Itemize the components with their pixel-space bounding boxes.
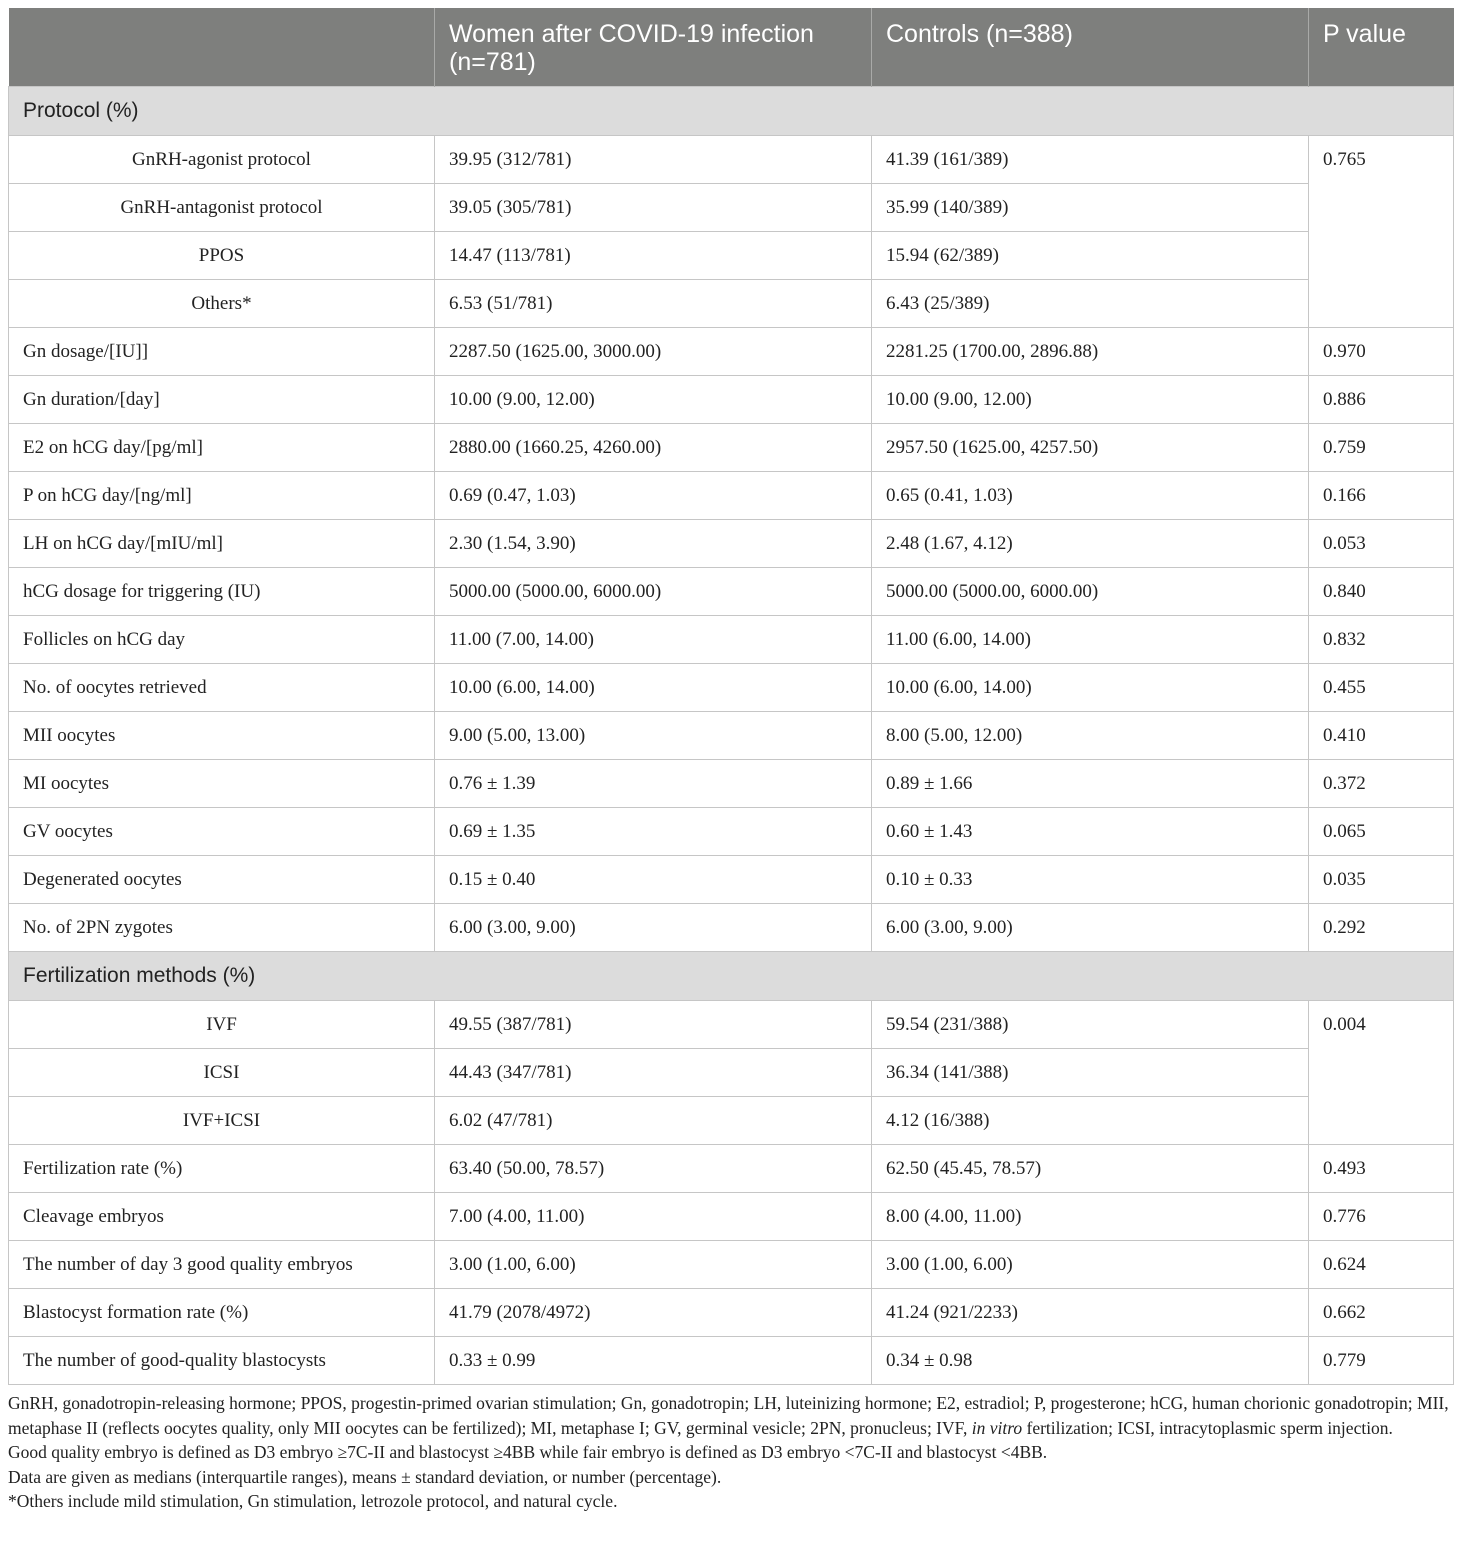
- row-label: Others*: [9, 280, 435, 328]
- abbreviations-text: GnRH, gonadotropin-releasing hormone; PPOS, progestin-primed ovarian stimulation; Gn, gonadotropin; LH, luteinizing hormone; E2, estradiol; P, progesterone; hCG, human chorionic gonadotropin; MII, metaphase II (reflects oocytes quality, only MII oocytes can be fertilized); MI, metaphase I; GV, germinal vesicle; 2PN, pronucleus; IVF,: [8, 1393, 1449, 1438]
- table-row: [9, 520, 1454, 568]
- table-row: [9, 1097, 1454, 1145]
- control-value: 59.54 (231/388): [872, 1001, 1309, 1049]
- row-label: GnRH-antagonist protocol: [9, 184, 435, 232]
- row-label: PPOS: [9, 232, 435, 280]
- row-label: No. of 2PN zygotes: [9, 904, 435, 952]
- row-label: ICSI: [9, 1049, 435, 1097]
- control-value: 6.00 (3.00, 9.00): [872, 904, 1309, 952]
- control-value: 5000.00 (5000.00, 6000.00): [872, 568, 1309, 616]
- table-row: [9, 1193, 1454, 1241]
- table-row: [9, 568, 1454, 616]
- row-label: Cleavage embryos: [9, 1193, 435, 1241]
- row-label: hCG dosage for triggering (IU): [9, 568, 435, 616]
- row-label: The number of good-quality blastocysts: [9, 1337, 435, 1385]
- covid-value: 0.69 (0.47, 1.03): [435, 472, 872, 520]
- covid-value: 9.00 (5.00, 13.00): [435, 712, 872, 760]
- table-row: [9, 472, 1454, 520]
- covid-value: 10.00 (9.00, 12.00): [435, 376, 872, 424]
- table-row: [9, 856, 1454, 904]
- p-value: 0.779: [1309, 1337, 1454, 1385]
- p-value: 0.065: [1309, 808, 1454, 856]
- table-row: [9, 1001, 1454, 1049]
- section-row-fertilization: [9, 952, 1454, 1001]
- table-row: [9, 1241, 1454, 1289]
- table-row: [9, 904, 1454, 952]
- control-value: 2957.50 (1625.00, 4257.50): [872, 424, 1309, 472]
- covid-value: 2287.50 (1625.00, 3000.00): [435, 328, 872, 376]
- table-row: [9, 136, 1454, 184]
- p-value: 0.035: [1309, 856, 1454, 904]
- table-row: [9, 280, 1454, 328]
- section-row-protocol: [9, 87, 1454, 136]
- p-value: 0.166: [1309, 472, 1454, 520]
- row-label: Fertilization rate (%): [9, 1145, 435, 1193]
- row-label: MII oocytes: [9, 712, 435, 760]
- p-value: 0.759: [1309, 424, 1454, 472]
- table-row: [9, 1049, 1454, 1097]
- p-value: 0.455: [1309, 664, 1454, 712]
- control-value: 6.43 (25/389): [872, 280, 1309, 328]
- control-value: 0.34 ± 0.98: [872, 1337, 1309, 1385]
- covid-value: 3.00 (1.00, 6.00): [435, 1241, 872, 1289]
- p-value: 0.776: [1309, 1193, 1454, 1241]
- p-value: 0.004: [1309, 1001, 1454, 1145]
- table-row: [9, 232, 1454, 280]
- row-label: Gn duration/[day]: [9, 376, 435, 424]
- covid-value: 0.33 ± 0.99: [435, 1337, 872, 1385]
- p-value: 0.493: [1309, 1145, 1454, 1193]
- table-row: [9, 760, 1454, 808]
- covid-value: 44.43 (347/781): [435, 1049, 872, 1097]
- covid-value: 7.00 (4.00, 11.00): [435, 1193, 872, 1241]
- table-row: [9, 808, 1454, 856]
- p-value: 0.832: [1309, 616, 1454, 664]
- control-value: 0.65 (0.41, 1.03): [872, 472, 1309, 520]
- data-format-note: Data are given as medians (interquartile ranges), means ± standard deviation, or number (percentage).: [8, 1466, 722, 1487]
- row-label: GnRH-agonist protocol: [9, 136, 435, 184]
- control-value: 8.00 (5.00, 12.00): [872, 712, 1309, 760]
- row-label: MI oocytes: [9, 760, 435, 808]
- control-value: 35.99 (140/389): [872, 184, 1309, 232]
- covid-value: 49.55 (387/781): [435, 1001, 872, 1049]
- row-label: Degenerated oocytes: [9, 856, 435, 904]
- control-value: 10.00 (6.00, 14.00): [872, 664, 1309, 712]
- covid-value: 0.69 ± 1.35: [435, 808, 872, 856]
- row-label: E2 on hCG day/[pg/ml]: [9, 424, 435, 472]
- p-value: 0.053: [1309, 520, 1454, 568]
- covid-value: 5000.00 (5000.00, 6000.00): [435, 568, 872, 616]
- control-value: 0.89 ± 1.66: [872, 760, 1309, 808]
- covid-value: 6.53 (51/781): [435, 280, 872, 328]
- covid-value: 10.00 (6.00, 14.00): [435, 664, 872, 712]
- control-value: 11.00 (6.00, 14.00): [872, 616, 1309, 664]
- table-row: [9, 616, 1454, 664]
- covid-value: 39.05 (305/781): [435, 184, 872, 232]
- p-value: 0.372: [1309, 760, 1454, 808]
- row-label: Follicles on hCG day: [9, 616, 435, 664]
- covid-value: 14.47 (113/781): [435, 232, 872, 280]
- control-value: 41.39 (161/389): [872, 136, 1309, 184]
- p-value: 0.886: [1309, 376, 1454, 424]
- p-value: 0.765: [1309, 136, 1454, 328]
- covid-value: 6.02 (47/781): [435, 1097, 872, 1145]
- covid-value: 11.00 (7.00, 14.00): [435, 616, 872, 664]
- control-value: 4.12 (16/388): [872, 1097, 1309, 1145]
- table-row: [9, 376, 1454, 424]
- control-value: 0.60 ± 1.43: [872, 808, 1309, 856]
- covid-value: 0.15 ± 0.40: [435, 856, 872, 904]
- covid-value: 6.00 (3.00, 9.00): [435, 904, 872, 952]
- abbreviations-italic: in vitro: [971, 1417, 1023, 1438]
- p-value: 0.624: [1309, 1241, 1454, 1289]
- header-control-group: Controls (n=388): [872, 8, 1309, 87]
- row-label: IVF+ICSI: [9, 1097, 435, 1145]
- quality-definition-note: Good quality embryo is defined as D3 embryo ≥7C-II and blastocyst ≥4BB while fair embryo is defined as D3 embryo <7C-II and blastocyst <4BB.: [8, 1442, 1048, 1462]
- row-label: Blastocyst formation rate (%): [9, 1289, 435, 1337]
- row-label: IVF: [9, 1001, 435, 1049]
- table-footnotes: [8, 1391, 1453, 1514]
- control-value: 0.10 ± 0.33: [872, 856, 1309, 904]
- table-row: [9, 664, 1454, 712]
- control-value: 8.00 (4.00, 11.00): [872, 1193, 1309, 1241]
- p-value: 0.970: [1309, 328, 1454, 376]
- control-value: 36.34 (141/388): [872, 1049, 1309, 1097]
- covid-value: 39.95 (312/781): [435, 136, 872, 184]
- covid-value: 63.40 (50.00, 78.57): [435, 1145, 872, 1193]
- table-container: [8, 8, 1453, 1514]
- comparison-table: [8, 8, 1454, 1385]
- table-row: [9, 1145, 1454, 1193]
- abbreviations-note: [8, 1391, 1453, 1440]
- control-value: 62.50 (45.45, 78.57): [872, 1145, 1309, 1193]
- p-value: 0.410: [1309, 712, 1454, 760]
- covid-value: 41.79 (2078/4972): [435, 1289, 872, 1337]
- table-row: [9, 184, 1454, 232]
- row-label: The number of day 3 good quality embryos: [9, 1241, 435, 1289]
- covid-value: 2.30 (1.54, 3.90): [435, 520, 872, 568]
- table-header-row: [9, 8, 1454, 87]
- table-row: [9, 712, 1454, 760]
- row-label: No. of oocytes retrieved: [9, 664, 435, 712]
- header-blank: [9, 8, 435, 87]
- abbreviations-text-end: fertilization; ICSI, intracytoplasmic sperm injection.: [1022, 1417, 1393, 1438]
- p-value: 0.840: [1309, 568, 1454, 616]
- row-label: P on hCG day/[ng/ml]: [9, 472, 435, 520]
- control-value: 2281.25 (1700.00, 2896.88): [872, 328, 1309, 376]
- table-row: [9, 424, 1454, 472]
- p-value: 0.662: [1309, 1289, 1454, 1337]
- row-label: Gn dosage/[IU]]: [9, 328, 435, 376]
- table-row: [9, 1289, 1454, 1337]
- header-covid-group: Women after COVID-19 infection (n=781): [435, 8, 872, 87]
- table-row: [9, 328, 1454, 376]
- row-label: LH on hCG day/[mIU/ml]: [9, 520, 435, 568]
- header-p-value: P value: [1309, 8, 1454, 87]
- control-value: 10.00 (9.00, 12.00): [872, 376, 1309, 424]
- section-title: Fertilization methods (%): [9, 952, 1454, 1001]
- covid-value: 2880.00 (1660.25, 4260.00): [435, 424, 872, 472]
- p-value: 0.292: [1309, 904, 1454, 952]
- table-row: [9, 1337, 1454, 1385]
- control-value: 15.94 (62/389): [872, 232, 1309, 280]
- control-value: 2.48 (1.67, 4.12): [872, 520, 1309, 568]
- row-label: GV oocytes: [9, 808, 435, 856]
- covid-value: 0.76 ± 1.39: [435, 760, 872, 808]
- others-note: *Others include mild stimulation, Gn stimulation, letrozole protocol, and natural cycle.: [8, 1491, 618, 1511]
- section-title: Protocol (%): [9, 87, 1454, 136]
- control-value: 3.00 (1.00, 6.00): [872, 1241, 1309, 1289]
- control-value: 41.24 (921/2233): [872, 1289, 1309, 1337]
